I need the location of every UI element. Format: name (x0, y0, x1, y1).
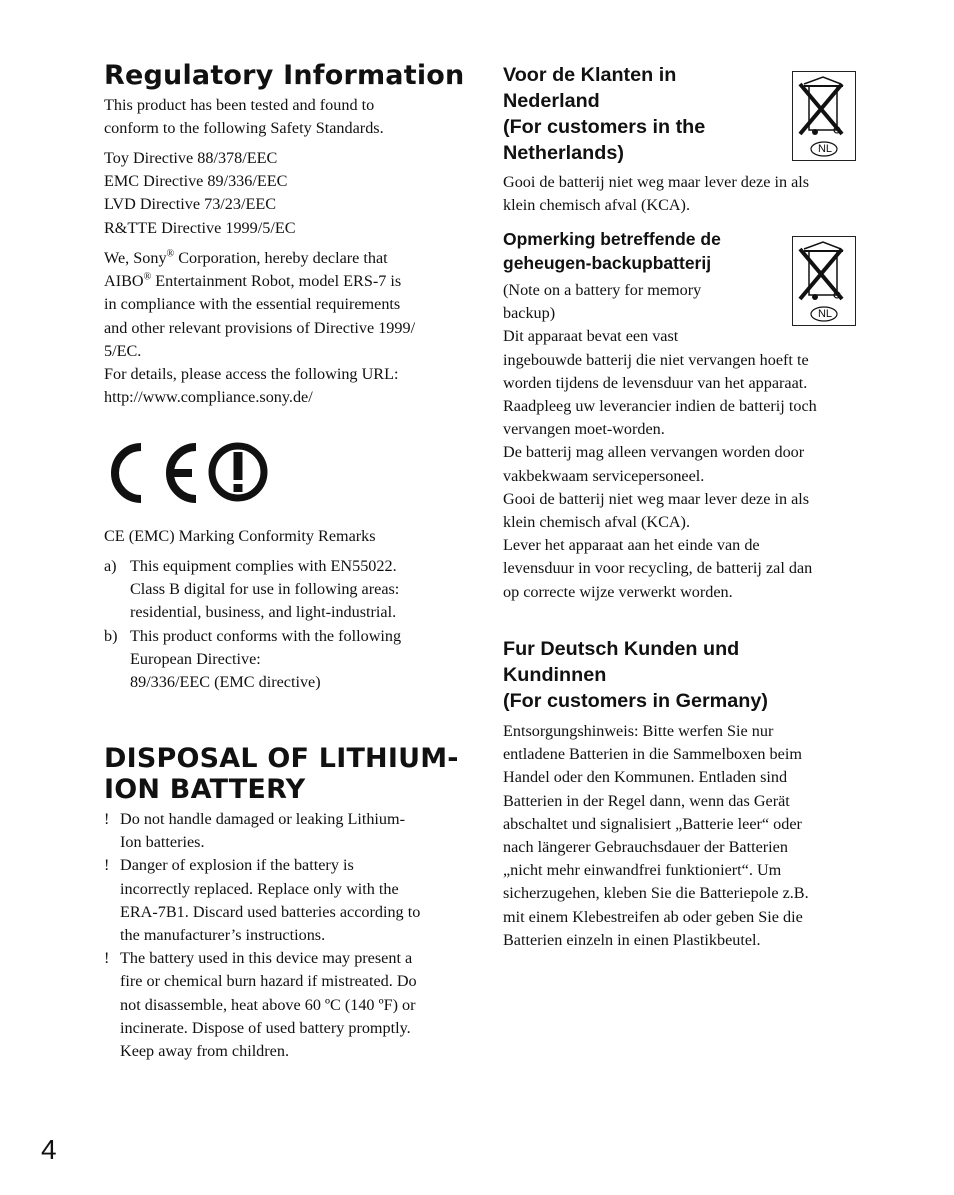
warning-bullet: ! (104, 856, 110, 875)
warning-bullet: ! (104, 810, 110, 828)
warning-list (104, 808, 469, 1063)
compliance-url: http://www.compliance.sony.de/ (104, 388, 313, 407)
warning-item: ! Do not handle damaged or leaking Lithium- Ion batteries. (104, 810, 406, 852)
de-title: Fur Deutsch Kunden und Kundinnen (For customers in Germany) (503, 638, 768, 712)
directive-item: LVD Directive 73/23/EEC (104, 195, 277, 214)
warning-bullet: ! (104, 949, 110, 968)
directive-item: Toy Directive 88/378/EEC (104, 149, 278, 167)
nl-paragraph: Gooi de batterij niet weg maar lever deze in als klein chemisch afval (KCA). (503, 173, 810, 215)
directive-item: EMC Directive 89/336/EEC (104, 172, 288, 191)
regulatory-title: Regulatory Information (104, 60, 465, 91)
de-paragraph: Entsorgungshinweis: Bitte werfen Sie nur entladene Batterien in die Sammelboxen beim Handel oder den Kommunen. Entladen sind Batterien in der Regel dann, wenn das Gerät abschaltet und signalisiert „Batterie leer“ oder nach längerer Gebrauchsdauer der Batterien „nicht mehr einwandfrei funktioniert“. Um sicherzugehen, kleben Sie die Batteriepole z.B. mit einem Klebestreifen ab oder geben Sie die Batterien einzeln in einen Plastikbeutel. (503, 722, 809, 949)
intro-paragraph: This product has been tested and found to conform to the following Safety Standards. (104, 96, 384, 138)
nl-badge: NL (817, 143, 833, 155)
disposal-title: DISPOSAL OF LITHIUM- ION BATTERY (104, 743, 459, 805)
backup-title: Opmerking betreffende de geheugen-backupbatterij (503, 229, 721, 273)
alert-icon (212, 446, 264, 498)
ce-mark-icon (115, 447, 196, 499)
warning-item: ! Danger of explosion if the battery is incorrectly replaced. Replace only with the ERA-7B1. Discard used batteries according to the manufacturer’s instructions. (104, 856, 421, 945)
nl-title: Voor de Klanten in Nederland (For customers in the Netherlands) (503, 64, 706, 164)
ce-alert-mark (108, 440, 272, 506)
backup-paragraph: (Note on a battery for memory backup) Dit apparaat bevat een vast ingebouwde batterij die niet vervangen hoeft te worden tijdens de levensduur van het apparaat. Raadpleeg uw leverancier indien de batterij toch vervangen moet-worden. De batterij mag alleen vervangen worden door vakbekwaam servicepersoneel. Gooi de batterij niet weg maar lever deze in als klein chemisch afval (KCA). Lever het apparaat aan het einde van de levensduur in voor recycling, de batterij zal dan op correcte wijze verwerkt worden. (503, 281, 817, 601)
ce-remarks-list (104, 555, 464, 694)
declaration-paragraph: We, Sony® Corporation, hereby declare that AIBO® Entertainment Robot, model ERS-7 is in compliance with the essential requirements and other relevant provisions of Directive 1999/ 5/EC. For details, please access the following URL: http://www.compliance.sony.de/ (104, 247, 469, 409)
nl-badge: NL (817, 308, 833, 320)
list-item: b) This product conforms with the following European Directive: 89/336/EEC (EMC directive) (104, 626, 402, 692)
crossed-bin-icon (792, 71, 856, 161)
list-item: a) This equipment complies with EN55022. Class B digital for use in following areas: residential, business, and light-industrial. (104, 557, 400, 622)
directive-item: R&TTE Directive 1999/5/EC (104, 218, 296, 237)
directive-list (104, 147, 464, 240)
page-number: 4 (41, 1134, 57, 1165)
warning-item: ! The battery used in this device may present a fire or chemical burn hazard if mistreated. Do not disassemble, heat above 60 ºC (140 ºF) or incinerate. Dispose of used battery promptly. Keep away from children. (104, 949, 417, 1061)
ce-remarks-title: CE (EMC) Marking Conformity Remarks (104, 527, 376, 545)
